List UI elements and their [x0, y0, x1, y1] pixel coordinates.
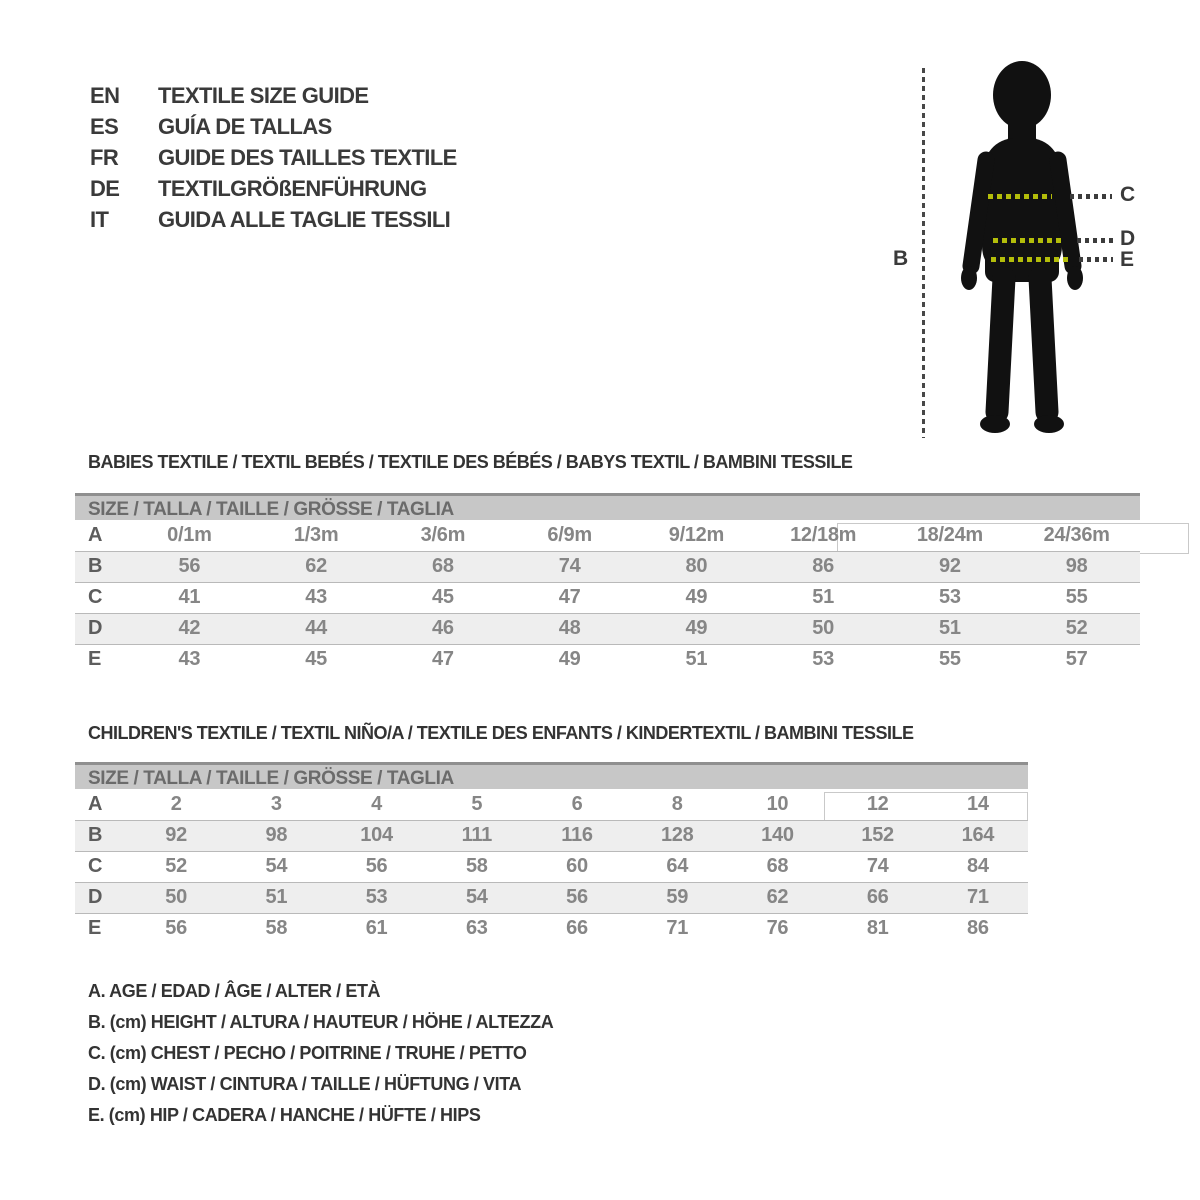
size-cell: 48 [558, 617, 581, 639]
legend-item: D. (cm) WAIST / CINTURA / TAILLE / HÜFTUNG / VITA [88, 1074, 522, 1094]
language-code: FR [90, 145, 119, 170]
chest-leader-line [1070, 194, 1112, 199]
height-measure-line [922, 68, 925, 438]
size-cell: 24/36m [1043, 523, 1110, 546]
size-cell: 51 [265, 886, 288, 908]
size-cell: 111 [461, 824, 492, 846]
size-cell: 58 [465, 855, 488, 877]
table-row [75, 613, 1140, 644]
size-cell: 9/12m [668, 523, 724, 546]
silhouette-shapes [961, 61, 1083, 433]
waist-measure-line [993, 238, 1065, 243]
language-row [90, 173, 457, 204]
row-label: B [88, 824, 103, 846]
size-cell: 0/1m [167, 523, 212, 546]
row-label: E [88, 648, 102, 671]
size-cell: 12 [866, 792, 889, 815]
chest-label: C [1120, 183, 1135, 206]
guide-title: GUÍA DE TALLAS [158, 114, 332, 139]
size-cell: 8 [671, 792, 683, 815]
size-cell: 47 [558, 586, 581, 608]
size-cell: 46 [432, 617, 454, 639]
size-cell: 68 [766, 855, 789, 877]
size-cell: 3 [270, 792, 282, 815]
language-row [90, 142, 457, 173]
language-row [90, 80, 457, 111]
size-cell: 56 [566, 886, 588, 908]
size-cell: 60 [566, 855, 588, 877]
size-cell: 50 [812, 617, 834, 639]
table-row [75, 520, 1140, 551]
table-row [75, 882, 1028, 913]
size-cell: 66 [866, 886, 889, 908]
language-title-list [90, 80, 457, 235]
size-cell: 58 [265, 917, 288, 940]
table-row [75, 789, 1028, 820]
guide-title: GUIDE DES TAILLES TEXTILE [158, 145, 457, 170]
size-cell: 55 [939, 648, 961, 671]
size-cell: 86 [812, 555, 834, 577]
size-cell: 64 [666, 855, 689, 877]
size-cell: 62 [305, 555, 327, 577]
chest-measure-line [988, 194, 1052, 199]
guide-title: GUIDA ALLE TAGLIE TESSILI [158, 207, 451, 232]
size-cell: 66 [566, 917, 588, 940]
table-row [75, 913, 1028, 944]
size-cell: 68 [432, 555, 454, 577]
row-label: C [88, 855, 103, 877]
table-row [75, 582, 1140, 613]
size-cell: 56 [365, 855, 388, 877]
row-label: D [88, 617, 103, 639]
legend-item: E. (cm) HIP / CADERA / HANCHE / HÜFTE / HIPS [88, 1105, 481, 1125]
table-row [75, 820, 1028, 851]
size-cell: 57 [1065, 648, 1088, 671]
table-row [75, 851, 1028, 882]
language-row [90, 111, 457, 142]
size-header-bar: SIZE / TALLA / TAILLE / GRÖSSE / TAGLIA [75, 493, 1140, 520]
size-cell: 140 [761, 824, 794, 846]
size-cell: 51 [685, 648, 708, 671]
size-cell: 71 [967, 886, 989, 908]
size-cell: 51 [939, 617, 961, 639]
language-code: DE [90, 176, 120, 201]
size-cell: 45 [432, 586, 454, 608]
table-row [75, 551, 1140, 582]
size-cell: 116 [561, 824, 593, 846]
children-section-title: CHILDREN'S TEXTILE / TEXTIL NIÑO/A / TEXTILE DES ENFANTS / KINDERTEXTIL / BAMBINI TESSILE [88, 723, 914, 743]
language-code: EN [90, 83, 120, 108]
size-cell: 6 [571, 792, 583, 815]
size-cell: 12/18m [790, 523, 857, 546]
size-cell: 51 [812, 586, 834, 608]
size-cell: 2 [170, 792, 182, 815]
table-row [75, 644, 1140, 675]
hip-leader-line [1079, 257, 1113, 262]
size-cell: 45 [305, 648, 327, 671]
size-cell: 49 [685, 586, 708, 608]
size-cell: 63 [465, 917, 488, 940]
size-cell: 42 [178, 617, 201, 639]
size-cell: 54 [265, 855, 288, 877]
height-label: B [893, 247, 908, 270]
legend-item: C. (cm) CHEST / PECHO / POITRINE / TRUHE / PETTO [88, 1043, 527, 1063]
size-cell: 98 [1065, 555, 1088, 577]
size-cell: 49 [685, 617, 708, 639]
children-size-table-grid [75, 789, 1028, 944]
size-cell: 80 [685, 555, 708, 577]
size-cell: 92 [939, 555, 961, 577]
size-cell: 74 [866, 855, 889, 877]
children-size-table [75, 762, 1028, 944]
babies-size-table [75, 493, 1140, 675]
size-cell: 47 [432, 648, 454, 671]
size-cell: 43 [305, 586, 327, 608]
legend-item: B. (cm) HEIGHT / ALTURA / HAUTEUR / HÖHE / ALTEZZA [88, 1012, 554, 1032]
measurement-legend [88, 976, 553, 1131]
size-cell: 10 [766, 792, 789, 815]
waist-label: D [1120, 227, 1135, 250]
size-cell: 98 [265, 824, 288, 846]
size-cell: 61 [365, 917, 388, 940]
row-label: A [88, 523, 103, 546]
size-cell: 81 [866, 917, 889, 940]
size-cell: 52 [165, 855, 187, 877]
size-cell: 14 [967, 792, 989, 815]
babies-size-table-grid [75, 520, 1140, 675]
language-row [90, 204, 457, 235]
waist-leader-line [1077, 238, 1113, 243]
size-cell: 86 [967, 917, 989, 940]
size-cell: 4 [371, 792, 382, 815]
size-cell: 53 [812, 648, 834, 671]
guide-title: TEXTILGRÖßENFÜHRUNG [158, 176, 427, 201]
size-cell: 5 [471, 792, 483, 815]
size-cell: 52 [1065, 617, 1088, 639]
size-cell: 152 [861, 824, 894, 846]
size-cell: 55 [1065, 586, 1088, 608]
size-cell: 92 [165, 824, 187, 846]
size-cell: 84 [967, 855, 989, 877]
language-code: IT [90, 207, 109, 232]
size-cell: 74 [558, 555, 581, 577]
size-cell: 54 [465, 886, 488, 908]
size-cell: 59 [666, 886, 689, 908]
size-cell: 76 [766, 917, 789, 940]
size-cell: 128 [660, 824, 694, 846]
legend-item: A. AGE / EDAD / ÂGE / ALTER / ETÀ [88, 981, 381, 1001]
size-cell: 56 [165, 917, 187, 940]
size-cell: 18/24m [916, 523, 983, 546]
row-label: C [88, 586, 103, 608]
size-cell: 53 [939, 586, 961, 608]
babies-section-title: BABIES TEXTILE / TEXTIL BEBÉS / TEXTILE DES BÉBÉS / BABYS TEXTIL / BAMBINI TESSILE [88, 452, 853, 472]
size-cell: 56 [178, 555, 201, 577]
size-cell: 6/9m [547, 523, 592, 546]
row-label: E [88, 917, 102, 940]
hip-measure-line [991, 257, 1069, 262]
size-cell: 43 [178, 648, 201, 671]
hip-label: E [1120, 248, 1134, 271]
size-cell: 49 [558, 648, 581, 671]
size-cell: 3/6m [420, 523, 466, 546]
row-label: D [88, 886, 103, 908]
size-cell: 104 [360, 824, 393, 846]
size-cell: 1/3m [293, 523, 339, 546]
row-label: A [88, 792, 103, 815]
size-cell: 164 [961, 824, 995, 846]
guide-title: TEXTILE SIZE GUIDE [158, 83, 369, 108]
size-cell: 53 [365, 886, 388, 908]
size-cell: 50 [165, 886, 187, 908]
size-header-bar: SIZE / TALLA / TAILLE / GRÖSSE / TAGLIA [75, 762, 1028, 789]
size-cell: 41 [178, 586, 201, 608]
child-silhouette [935, 50, 1105, 450]
size-cell: 44 [305, 617, 327, 639]
size-cell: 71 [666, 917, 689, 940]
row-label: B [88, 555, 103, 577]
language-code: ES [90, 114, 119, 139]
size-cell: 62 [766, 886, 789, 908]
